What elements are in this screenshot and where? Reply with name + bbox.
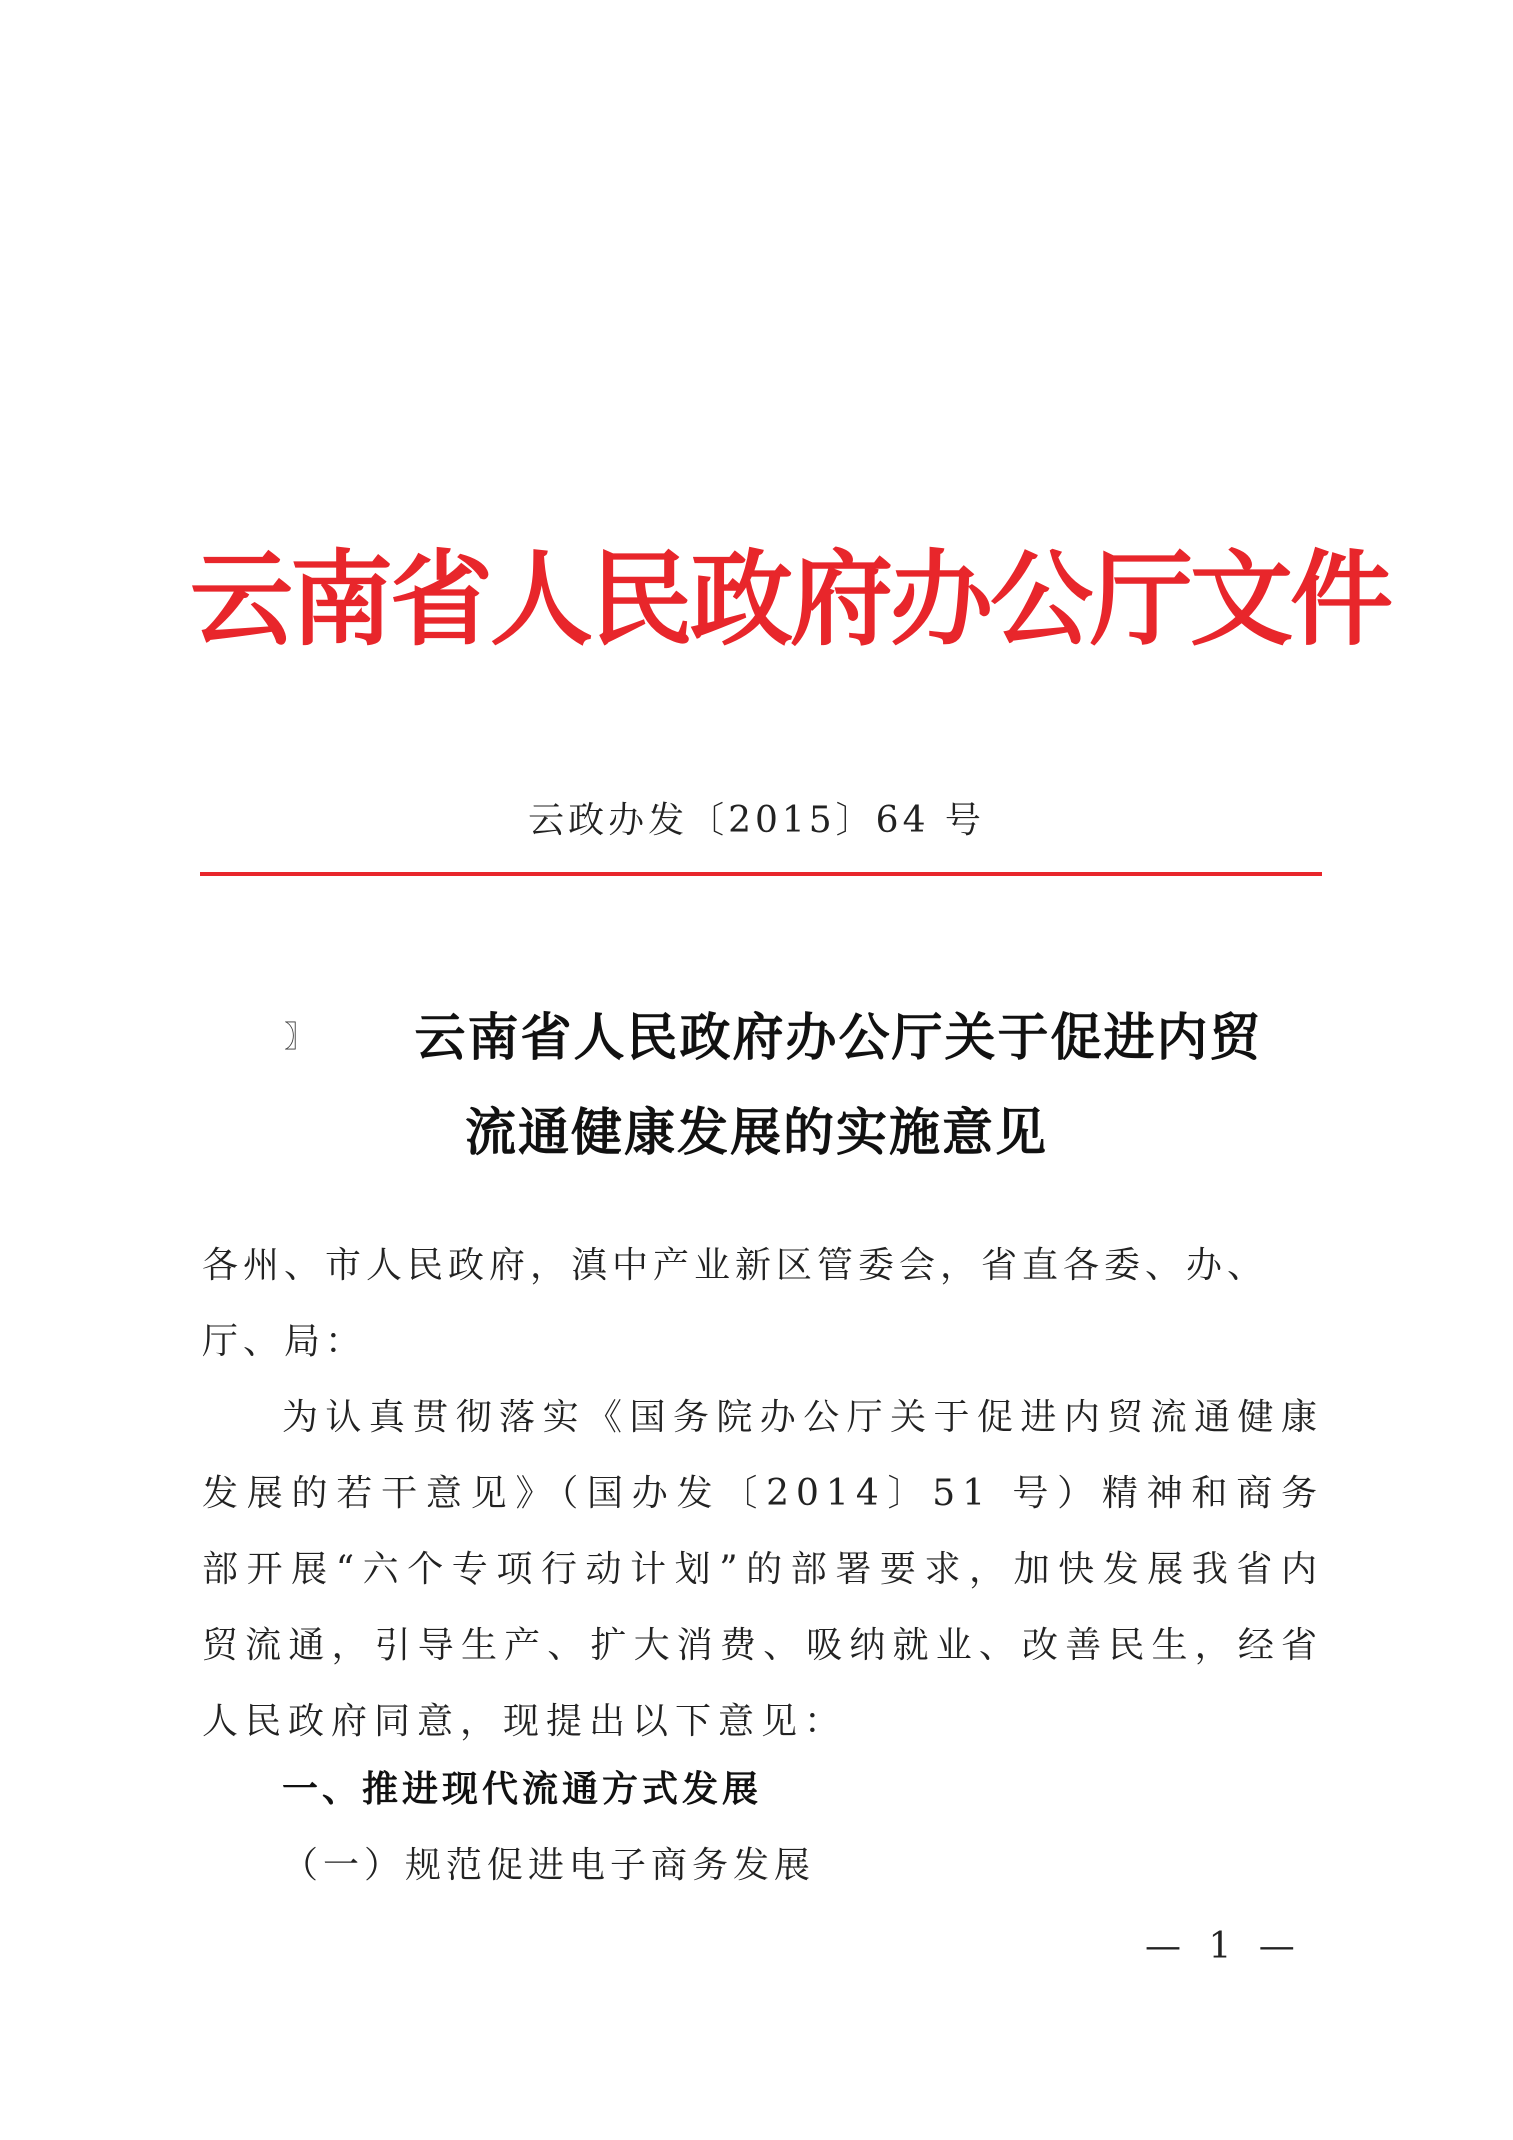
red-divider-line [200, 872, 1322, 876]
document-number: 云政办发〔2015〕64 号 [528, 800, 985, 841]
document-title-line-2: 流通健康发展的实施意见 [464, 1104, 1048, 1163]
addressee-line: 各州、市人民政府，滇中产业新区管委会，省直各委、办、厅、局： [202, 1245, 1269, 1362]
stray-bracket-mark: 〗 [284, 1020, 314, 1055]
subsection-heading-1: （一）规范促进电子商务发展 [282, 1845, 816, 1886]
section-heading-1: 一、推进现代流通方式发展 [282, 1769, 763, 1810]
document-title-line-1: 云南省人民政府办公厅关于促进内贸 [414, 1009, 1263, 1068]
masthead-title: 云南省人民政府办公厅文件 [190, 539, 1390, 660]
page-number: — 1 — [1145, 1926, 1303, 1967]
intro-paragraph: 为认真贯彻落实《国务院办公厅关于促进内贸流通健康发展的若干意见》（国办发〔2014〕51 号）精神和商务部开展“六个专项行动计划”的部署要求，加快发展我省内贸流通，引导生产、扩大消费、吸纳就业、改善民生，经省人民政府同意，现提出以下意见： [202, 1397, 1324, 1742]
